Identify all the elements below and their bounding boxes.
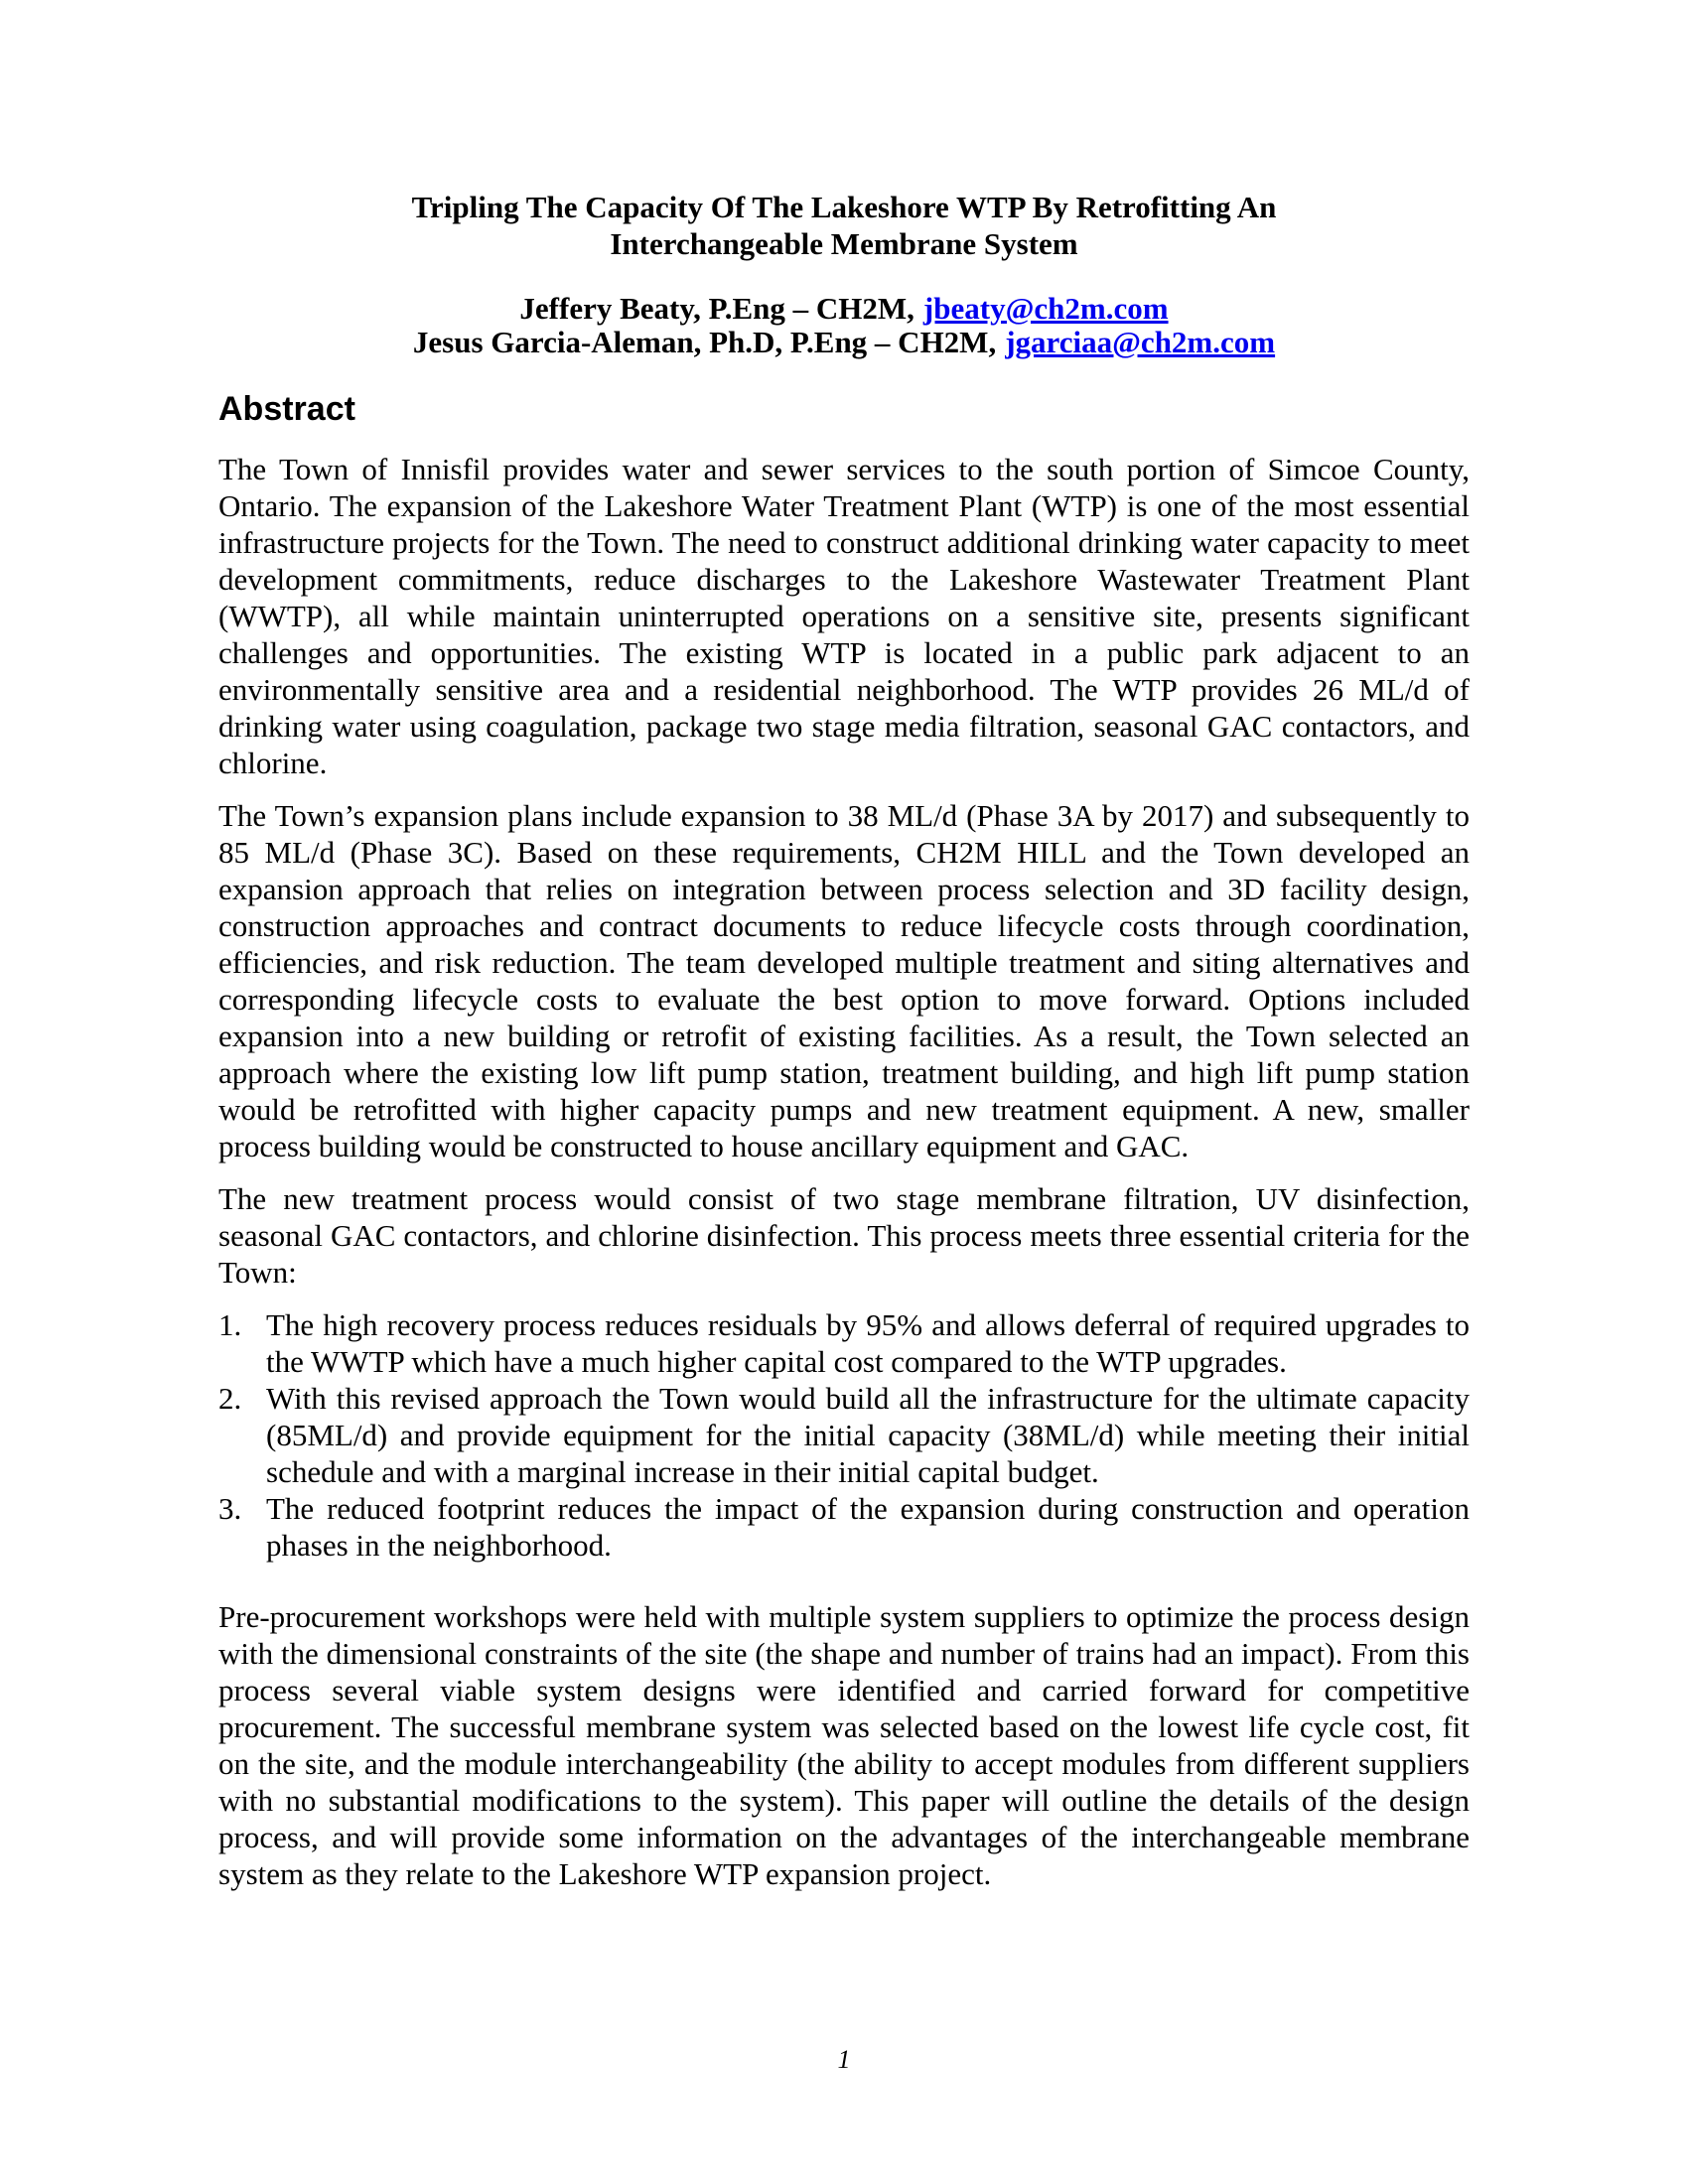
abstract-paragraph-1: The Town of Innisfil provides water and sewer services to the south portion of Simcoe County, Ontario. The expansion of the Lakeshore Water Treatment Plant (WTP) is one of the most essential infrastructure projects for the Town. The need to construct additional drinking water capacity to meet development commitments, reduce discharges to the Lakeshore Wastewater Treatment Plant (WWTP), all while maintain uninterrupted operations on a sensitive site, presents significant challenges and opportunities. The existing WTP is located in a public park adjacent to an environmentally sensitive area and a residential neighborhood. The WTP provides 26 ML/d of drinking water using coagulation, package two stage media filtration, seasonal GAC contactors, and chlorine. [218, 452, 1470, 780]
list-item-2-text: With this revised approach the Town would build all the infrastructure for the ultimate capacity (85ML/d) and provide equipment for the initial capacity (38ML/d) while meeting their initial schedule and with a marginal increase in their initial capital budget. [266, 1381, 1470, 1489]
author-block [218, 292, 1470, 359]
criteria-list-item-2 [218, 1380, 1470, 1490]
list-item-3-number: 3. [218, 1491, 242, 1526]
criteria-list-item-1 [218, 1306, 1470, 1380]
section-heading-abstract: Abstract [218, 390, 355, 428]
criteria-list-item-3 [218, 1490, 1470, 1564]
abstract-paragraph-4: Pre-procurement workshops were held with multiple system suppliers to optimize the process design with the dimensional constraints of the site (the shape and number of trains had an impact). From this process several viable system designs were identified and carried forward for competitive procurement. The successful membrane system was selected based on the lowest life cycle cost, fit on the site, and the module interchangeability (the ability to accept modules from different suppliers with no substantial modifications to the system). This paper will outline the details of the design process, and will provide some information on the advantages of the interchangeable membrane system as they relate to the Lakeshore WTP expansion project. [218, 1599, 1470, 1891]
abstract-paragraph-3: The new treatment process would consist of two stage membrane filtration, UV disinfection, seasonal GAC contactors, and chlorine disinfection. This process meets three essential criteria for the Town: [218, 1181, 1470, 1290]
author-1-email-link[interactable]: jbeaty@ch2m.com [922, 291, 1169, 326]
author-line-2 [218, 326, 1470, 359]
list-item-1-text: The high recovery process reduces residuals by 95% and allows deferral of required upgrades to the WWTP which have a much higher capital cost compared to the WTP upgrades. [266, 1307, 1470, 1379]
abstract-paragraph-2: The Town’s expansion plans include expansion to 38 ML/d (Phase 3A by 2017) and subsequently to 85 ML/d (Phase 3C). Based on these requirements, CH2M HILL and the Town developed an expansion approach that relies on integration between process selection and 3D facility design, construction approaches and contract documents to reduce lifecycle costs through coordination, efficiencies, and risk reduction. The team developed multiple treatment and siting alternatives and corresponding lifecycle costs to evaluate the best option to move forward. Options included expansion into a new building or retrofit of existing facilities. As a result, the Town selected an approach where the existing low lift pump station, treatment building, and high lift pump station would be retrofitted with higher capacity pumps and new treatment equipment. A new, smaller process building would be constructed to house ancillary equipment and GAC. [218, 798, 1470, 1163]
list-item-2-number: 2. [218, 1381, 242, 1416]
paper-title [218, 189, 1470, 262]
author-1-name: Jeffery Beaty, P.Eng – CH2M, [519, 291, 914, 326]
page-number: 1 [837, 2045, 851, 2074]
criteria-list [218, 1306, 1470, 1564]
list-item-3-text: The reduced footprint reduces the impact of the expansion during construction and operation phases in the neighborhood. [266, 1491, 1470, 1563]
author-2-email-link[interactable]: jgarciaa@ch2m.com [1005, 325, 1276, 359]
list-item-1-number: 1. [218, 1307, 242, 1342]
paper-title-line-2: Interchangeable Membrane System [610, 226, 1078, 261]
author-2-name: Jesus Garcia-Aleman, Ph.D, P.Eng – CH2M, [412, 325, 997, 359]
author-line-1 [218, 292, 1470, 326]
paper-title-line-1: Tripling The Capacity Of The Lakeshore WTP By Retrofitting An [411, 190, 1277, 224]
